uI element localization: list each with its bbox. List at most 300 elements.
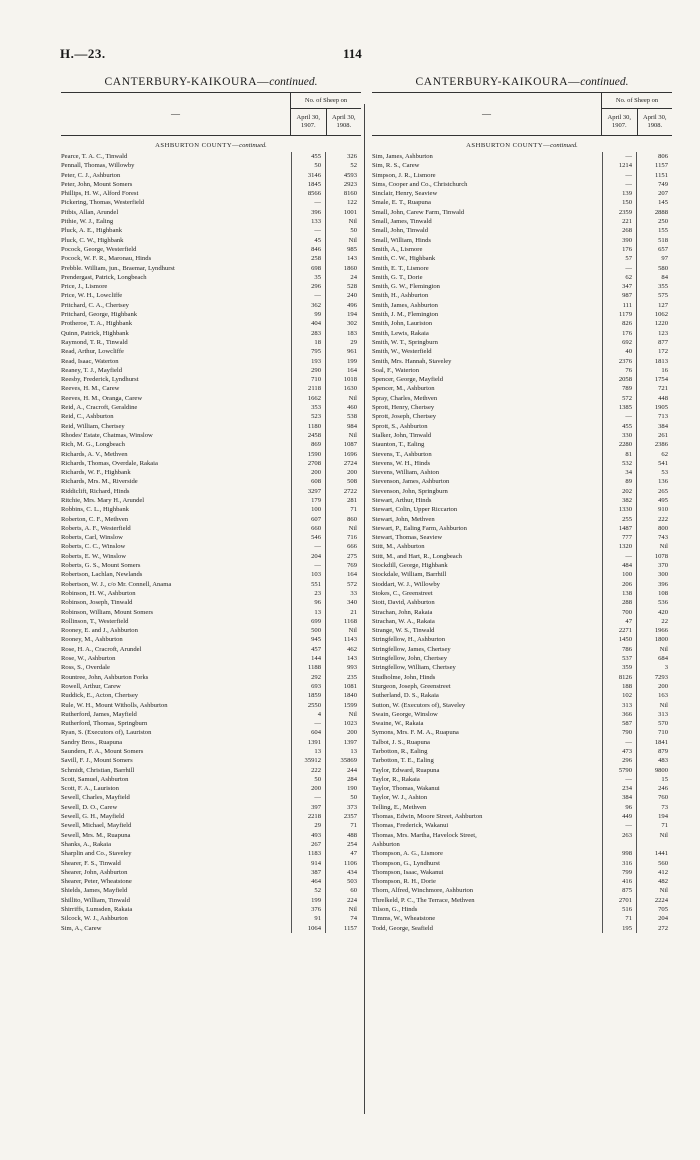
sheep-1908: 503 — [347, 878, 357, 886]
owner-name: Phillips, H. W., Alford Forest — [61, 190, 139, 198]
owner-name: Reid, C., Ashburton — [61, 413, 114, 421]
sheep-1907: 1845 — [291, 180, 326, 189]
right-column — [372, 72, 672, 933]
sheep-1907: — — [602, 738, 637, 747]
owner-name: Smith, W., Westerfield — [372, 348, 432, 356]
table-row — [372, 886, 672, 895]
table-row — [61, 422, 361, 431]
owner-name: Riddiclift, Richard, Hinds — [61, 487, 130, 495]
section-heading: ASHBURTON COUNTY—continued. — [155, 142, 267, 149]
sheep-1908: 200 — [347, 729, 357, 737]
sheep-1907: 2376 — [602, 357, 637, 366]
table-row — [61, 515, 361, 524]
sheep-1908: 985 — [347, 245, 357, 253]
owner-name: Taylor, W. J., Ashton — [372, 794, 428, 802]
owner-name: Spencer, M., Ashburton — [372, 385, 435, 393]
sheep-1907: 2701 — [602, 896, 637, 905]
table-row — [61, 468, 361, 477]
sheep-1908: 4593 — [343, 171, 357, 179]
owner-name: Sim, R. S., Carew — [372, 162, 420, 170]
sheep-1907: 255 — [602, 515, 637, 524]
owner-name: Richards, A. V., Methven — [61, 450, 128, 458]
sheep-1907: — — [602, 552, 637, 561]
owner-name: Stokes, C., Greenstreet — [372, 589, 433, 597]
table-row — [372, 431, 672, 440]
table-row — [61, 282, 361, 291]
sheep-1908: 326 — [347, 153, 357, 160]
table-row — [372, 868, 672, 877]
sheep-1907: 199 — [291, 896, 326, 905]
col-1907-header: April 30, 1907. — [602, 109, 638, 135]
sheep-1908: 412 — [658, 868, 668, 876]
sheep-1908: 713 — [658, 413, 668, 421]
sheep-1908: 244 — [347, 766, 357, 774]
sheep-1908: 1143 — [344, 636, 357, 644]
owner-name: Robinson, H. W., Ashburton — [61, 589, 136, 597]
table-row — [61, 552, 361, 561]
table-row — [372, 273, 672, 282]
owner-name: Ashburton — [372, 840, 400, 848]
sheep-1907: 699 — [291, 617, 326, 626]
table-row — [372, 366, 672, 375]
table-row — [372, 542, 672, 551]
sheep-1908: 716 — [347, 534, 357, 542]
sheep-1908: 145 — [658, 199, 668, 207]
owner-name: Shirriffs, Lumsden, Rakaia — [61, 906, 133, 914]
sheep-1907: 62 — [602, 273, 637, 282]
sheep-1907: 359 — [602, 663, 637, 672]
sheep-1908: 1630 — [343, 385, 357, 393]
sheep-1907: 99 — [291, 310, 326, 319]
sheep-1908: 47 — [350, 850, 357, 858]
owner-name: Rose, W., Ashburton — [61, 655, 116, 663]
sheep-1907: 133 — [291, 217, 326, 226]
sheep-1907: 40 — [602, 347, 637, 356]
sheep-1908: 575 — [658, 292, 668, 300]
sheep-1908: Nil — [659, 543, 668, 551]
table-row — [372, 208, 672, 217]
sheep-1907: 150 — [602, 198, 637, 207]
sheep-1907: 789 — [602, 384, 637, 393]
sheep-1908: 483 — [658, 757, 668, 765]
owner-name: Stringfellow, James, Chertsey — [372, 645, 451, 653]
sheep-1908: 7293 — [654, 673, 668, 681]
sheep-1908: 570 — [658, 720, 668, 728]
table-row — [372, 598, 672, 607]
sheep-1908: 1754 — [654, 376, 668, 384]
sheep-1908: Nil — [348, 394, 357, 402]
sheep-1908: 250 — [658, 218, 668, 226]
owner-name: Smith, G. T., Dorie — [372, 273, 423, 281]
sheep-1908: Nil — [348, 627, 357, 635]
owner-name: Thomas, Mrs. Martha, Havelock Street, — [372, 831, 477, 839]
sheep-1908: 705 — [658, 906, 668, 914]
sheep-1908: 684 — [658, 655, 668, 663]
sheep-1908: 265 — [658, 487, 668, 495]
sheep-1908: 284 — [347, 775, 357, 783]
owner-name: Soal, F., Waterton — [372, 366, 419, 374]
sheep-1907: 23 — [291, 589, 326, 598]
sheep-1908: 123 — [658, 329, 668, 337]
sheep-1907: 786 — [602, 645, 637, 654]
owner-name: Thomas, Edwin, Moore Street, Ashburton — [372, 813, 483, 821]
owner-name: Stalker, John, Tinwald — [372, 431, 432, 439]
owner-name: Thorn, Alfred, Winchmore, Ashburton — [372, 887, 474, 895]
sheep-1907: 826 — [602, 319, 637, 328]
owner-name: Stockdill, George, Highbank — [372, 562, 448, 570]
sheep-1908: 13 — [350, 748, 357, 755]
table-row — [372, 654, 672, 663]
sheep-1908: 666 — [347, 543, 357, 551]
sheep-1907: 1859 — [291, 691, 326, 700]
sheep-1908: Nil — [659, 887, 668, 895]
sheep-1907: 777 — [602, 533, 637, 542]
owner-name: Stewart, Arthur, Hinds — [372, 496, 432, 504]
owner-name: Thompson, Isaac, Wakanui — [372, 868, 444, 876]
table-row — [372, 896, 672, 905]
table-row — [372, 533, 672, 542]
table-row — [372, 524, 672, 533]
table-row — [61, 329, 361, 338]
table-row — [61, 180, 361, 189]
owner-name: Price, J., Lismore — [61, 283, 108, 291]
sheep-1908: 22 — [661, 617, 668, 625]
owner-name: Shanks, A., Rakaia — [61, 840, 111, 848]
owner-name: Sandry Bros., Ruapuna — [61, 738, 123, 746]
owner-name: Smith, C. W., Highbank — [372, 255, 436, 263]
owner-name: Ross, S., Overdale — [61, 664, 110, 672]
sheep-1908: 164 — [347, 571, 357, 579]
owner-name: Smale, E. T., Ruapuna — [372, 199, 431, 207]
sheep-1908: Nil — [348, 710, 357, 718]
sheep-1908: 860 — [347, 515, 357, 523]
sheep-1907: 869 — [291, 440, 326, 449]
owner-name: Silcock, W. J., Ashburton — [61, 915, 128, 923]
table-row — [61, 654, 361, 663]
sheep-1907: 8126 — [602, 673, 637, 682]
sheep-1908: 743 — [658, 534, 668, 542]
table-row — [61, 189, 361, 198]
table-row — [372, 580, 672, 589]
sheep-1908: 122 — [347, 199, 357, 207]
sheep-1907: 96 — [602, 803, 637, 812]
table-row — [372, 496, 672, 505]
owner-name: Scott, Samuel, Ashburton — [61, 775, 129, 783]
owner-name: Roberts, G. S., Mount Somers — [61, 562, 141, 570]
owner-name: Shillito, William, Tinwald — [61, 896, 130, 904]
sheep-1907: 111 — [602, 301, 637, 310]
left-column-title: CANTERBURY-KAIKOURA—continued. — [104, 76, 318, 88]
sheep-1908: Nil — [348, 236, 357, 244]
sheep-1908: 74 — [350, 915, 357, 923]
table-row — [61, 868, 361, 877]
sheep-1908: 1813 — [654, 357, 668, 365]
table-row — [372, 412, 672, 421]
table-row — [372, 171, 672, 180]
owner-name: Raymond, T. R., Tinwald — [61, 338, 128, 346]
table-row — [372, 236, 672, 245]
sheep-1908: 164 — [347, 366, 357, 374]
sheep-1908: 143 — [347, 655, 357, 663]
sheep-1907: — — [291, 719, 326, 728]
sheep-1908: 1081 — [343, 682, 357, 690]
sheep-1907: 795 — [291, 347, 326, 356]
sheep-1907: 193 — [291, 357, 326, 366]
table-row — [372, 347, 672, 356]
sheep-1907: 493 — [291, 831, 326, 840]
sheep-1907: 516 — [602, 905, 637, 914]
table-row — [61, 701, 361, 710]
owner-name: Smith, E. T., Lismore — [372, 264, 429, 272]
sheep-1907: 587 — [602, 719, 637, 728]
sheep-1907: 457 — [291, 645, 326, 654]
owner-name: Talbot, J. S., Ruapuna — [372, 738, 430, 746]
sheep-1907: 103 — [291, 570, 326, 579]
sheep-1907: 660 — [291, 524, 326, 533]
sheep-1908: 272 — [658, 924, 668, 932]
sheep-1908: 29 — [350, 338, 357, 346]
sheep-1907: 2708 — [291, 459, 326, 468]
sheep-1908: 1018 — [343, 376, 357, 384]
sheep-1907: 1391 — [291, 738, 326, 747]
sheep-1907: 3146 — [291, 171, 326, 180]
table-row — [372, 264, 672, 273]
owner-name: Taylor, R., Rakaia — [372, 775, 420, 783]
sheep-1908: 222 — [658, 515, 668, 523]
sheep-1908: 3 — [664, 664, 668, 672]
sheep-1907: 790 — [602, 728, 637, 737]
right-column-title: CANTERBURY-KAIKOURA—continued. — [415, 76, 629, 88]
sheep-1908: 1397 — [343, 738, 357, 746]
table-row — [372, 663, 672, 672]
owner-name: Spray, Charles, Methven — [372, 394, 438, 402]
sheep-1907: — — [602, 821, 637, 830]
table-row — [372, 701, 672, 710]
owner-name: Thompson, G., Lyndhurst — [372, 859, 440, 867]
sheep-1907: 234 — [602, 784, 637, 793]
sheep-1907: 2280 — [602, 440, 637, 449]
owner-name: Schmidt, Christian, Barrhill — [61, 766, 135, 774]
owner-name: Rountree, John, Ashburton Forks — [61, 673, 149, 681]
owner-name: Sewell, Mrs. M., Ruapuna — [61, 831, 131, 839]
table-row — [61, 803, 361, 812]
sheep-1908: 136 — [658, 478, 668, 486]
sheep-1907: 296 — [291, 282, 326, 291]
sheep-1908: 1157 — [344, 924, 357, 932]
sheep-1908: 1696 — [343, 450, 357, 458]
owner-name: Sprott, Henry, Chertsey — [372, 404, 435, 412]
sheep-1907: 2271 — [602, 626, 637, 635]
sheep-1908: 1157 — [655, 162, 668, 170]
sheep-1907: 353 — [291, 403, 326, 412]
sheep-1908: 163 — [658, 692, 668, 700]
table-row — [61, 412, 361, 421]
owner-name: Smith, Mrs. Hannah, Staveley — [372, 357, 452, 365]
sheep-1907: 396 — [291, 208, 326, 217]
owner-name: Reesby, Frederick, Lyndhurst — [61, 376, 139, 384]
table-row — [61, 208, 361, 217]
sheep-1907: 945 — [291, 635, 326, 644]
table-row — [372, 561, 672, 570]
sheep-1908: 127 — [658, 301, 668, 309]
table-row — [372, 338, 672, 347]
sheep-1907: 846 — [291, 245, 326, 254]
sheep-1908 — [637, 840, 672, 849]
sheep-1908: 199 — [347, 357, 357, 365]
table-row — [372, 198, 672, 207]
sheep-1908: 200 — [658, 682, 668, 690]
sheep-1907: 283 — [291, 329, 326, 338]
owner-name: Staunton, T., Ealing — [372, 441, 425, 449]
sheep-1908: 1087 — [343, 441, 357, 449]
sheep-1908: 710 — [658, 729, 668, 737]
owner-name: Roberts, A. F., Westerfield — [61, 524, 131, 532]
sheep-1907: 45 — [291, 236, 326, 245]
sheep-1907: 13 — [291, 608, 326, 617]
table-row — [372, 440, 672, 449]
table-row — [372, 515, 672, 524]
table-row — [372, 310, 672, 319]
sheep-1907: 1590 — [291, 450, 326, 459]
sheep-1908: 240 — [347, 292, 357, 300]
table-row — [372, 719, 672, 728]
sheep-1908: 462 — [347, 645, 357, 653]
table-row — [372, 450, 672, 459]
sheep-1907: 268 — [602, 226, 637, 235]
owner-name: Pritchard, George, Highbank — [61, 311, 138, 319]
sheep-1907: 604 — [291, 728, 326, 737]
sheep-1908: 657 — [658, 245, 668, 253]
sheep-1907: 572 — [602, 394, 637, 403]
sheep-1908: 73 — [661, 803, 668, 811]
table-row — [372, 468, 672, 477]
table-row — [372, 552, 672, 561]
sheep-1907: 2058 — [602, 375, 637, 384]
owner-name: Tarbotton, R., Ealing — [372, 748, 428, 755]
table-row — [372, 914, 672, 923]
table-row — [61, 756, 361, 765]
owner-name: Protheroe, T. A., Highbank — [61, 320, 132, 328]
owner-name: Sims, Cooper and Co., Christchurch — [372, 180, 468, 188]
table-row — [61, 264, 361, 273]
owner-name: Rooney, E. and J., Ashburton — [61, 627, 138, 635]
left-table-header — [61, 92, 361, 136]
sheep-1907: 5790 — [602, 766, 637, 775]
table-row — [61, 784, 361, 793]
owner-name: Rule, W. H., Mount Witholls, Ashburton — [61, 701, 168, 709]
table-row — [372, 161, 672, 170]
owner-name: Read, Arthur, Lowcliffe — [61, 348, 124, 356]
sheep-1908: 275 — [347, 552, 357, 560]
table-row — [372, 403, 672, 412]
sheep-1908: 536 — [658, 599, 668, 607]
sheep-1907: 546 — [291, 533, 326, 542]
owner-name: Stevens, William, Ashton — [372, 469, 440, 477]
table-row — [372, 812, 672, 821]
table-row — [61, 487, 361, 496]
owner-name: Threlkeld, P. C., The Terrace, Methven — [372, 896, 475, 904]
sheep-1907: 18 — [291, 338, 326, 347]
sheep-1908: 1106 — [344, 859, 357, 867]
table-row — [61, 580, 361, 589]
sheep-1907: 1214 — [602, 161, 637, 170]
right-table-body — [372, 152, 672, 933]
owner-name: Stringfellow, John, Chertsey — [372, 655, 448, 663]
table-row — [61, 161, 361, 170]
table-row — [372, 645, 672, 654]
sheep-1907: 204 — [291, 552, 326, 561]
sheep-1907: 2218 — [291, 812, 326, 821]
table-row — [372, 775, 672, 784]
sheep-1907: 1450 — [602, 635, 637, 644]
sheep-1907: 455 — [291, 152, 326, 161]
sheep-1908: 71 — [350, 506, 357, 514]
owner-name: Peter, John, Mount Somers — [61, 180, 133, 188]
owner-name: Read, Isaac, Waterton — [61, 357, 119, 365]
sheep-1907: 1183 — [291, 849, 326, 858]
table-row — [372, 180, 672, 189]
sheep-1907: 376 — [291, 905, 326, 914]
sheep-1907: 1064 — [291, 924, 326, 933]
table-row — [61, 273, 361, 282]
sheep-1908: 15 — [661, 775, 668, 783]
owner-name: Stevens, W. H., Hinds — [372, 459, 431, 467]
table-row — [372, 626, 672, 635]
owner-name: Stott, David, Ashburton — [372, 599, 435, 607]
sheep-1908: 172 — [658, 348, 668, 356]
sheep-1908: 1023 — [343, 720, 357, 728]
sheep-1907: 608 — [291, 477, 326, 486]
owner-name: Smith, G. W., Flemington — [372, 283, 440, 291]
sheep-1908: 910 — [658, 506, 668, 514]
owner-name: Stevenson, John, Springburn — [372, 487, 448, 495]
sheep-1907: 176 — [602, 245, 637, 254]
table-row — [372, 589, 672, 598]
sheep-1908: 21 — [350, 608, 357, 616]
sheep-1908: 313 — [658, 710, 668, 718]
sheep-1908: 52 — [350, 162, 357, 170]
sheep-1908: 84 — [661, 273, 668, 281]
owner-name: Strange, W. S., Tinwald — [372, 627, 435, 635]
owner-name: Thomas, Frederick, Wakanui — [372, 822, 449, 830]
sheep-1907: 13 — [291, 747, 326, 756]
table-row — [61, 431, 361, 440]
table-row — [61, 477, 361, 486]
owner-name: Telling, E., Methven — [372, 803, 427, 811]
table-row — [372, 756, 672, 765]
sheep-1907: 1385 — [602, 403, 637, 412]
sheep-1907: — — [602, 264, 637, 273]
sheep-1907: 692 — [602, 338, 637, 347]
table-row — [61, 905, 361, 914]
table-row — [61, 533, 361, 542]
table-row — [61, 152, 361, 161]
owner-name: Taylor, Thomas, Wakanui — [372, 785, 440, 793]
owner-name: Sutton, W. (Executors of), Staveley — [372, 701, 466, 709]
sheep-count-header: No. of Sheep on — [602, 93, 672, 109]
sheep-1907: 195 — [602, 924, 637, 933]
table-row — [61, 310, 361, 319]
table-row — [372, 505, 672, 514]
sheep-1907: 296 — [602, 756, 637, 765]
sheep-1908: 2722 — [343, 487, 357, 495]
owner-name: Smith, Lewis, Rakaia — [372, 329, 429, 337]
sheep-1907: 290 — [291, 366, 326, 375]
owner-name: Sewell, D. O., Carew — [61, 803, 118, 811]
sheep-1907: — — [602, 412, 637, 421]
sheep-1908: 71 — [350, 822, 357, 830]
section-heading: ASHBURTON COUNTY—continued. — [466, 142, 578, 149]
